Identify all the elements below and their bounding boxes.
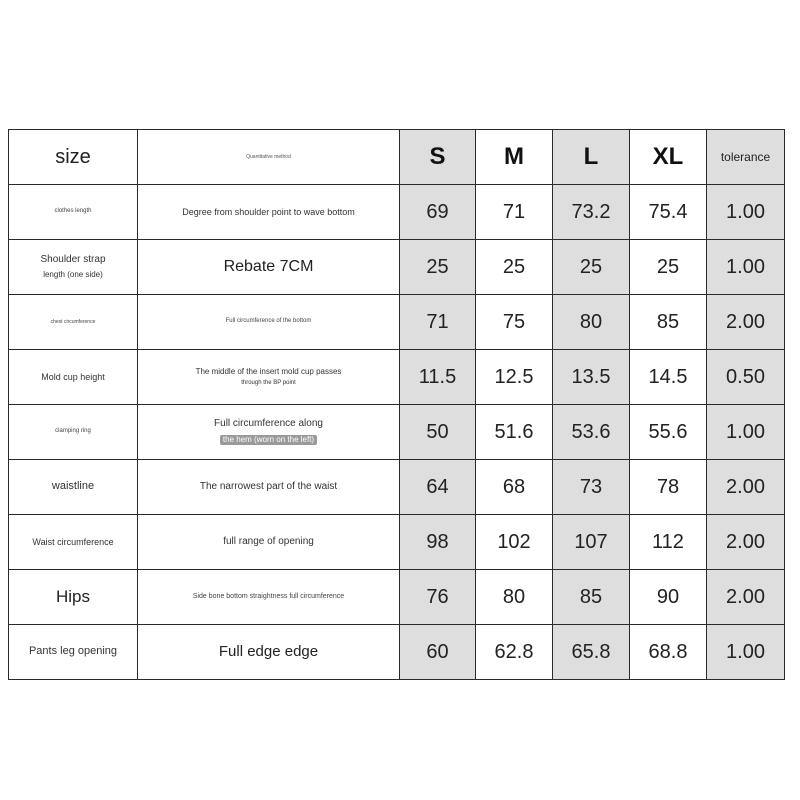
header-size-l: L [553, 130, 630, 185]
row-value-m: 68 [476, 460, 553, 515]
row-tolerance: 1.00 [707, 240, 785, 295]
row-value-l: 73.2 [553, 185, 630, 240]
row-value-m: 75 [476, 295, 553, 350]
row-value-xl: 90 [630, 570, 707, 625]
row-method-line1: The middle of the insert mold cup passes [195, 366, 342, 376]
row-label: clamping ring [9, 405, 138, 460]
row-value-s: 64 [400, 460, 476, 515]
row-value-s: 69 [400, 185, 476, 240]
row-tolerance: 1.00 [707, 185, 785, 240]
row-value-l: 80 [553, 295, 630, 350]
row-tolerance: 1.00 [707, 625, 785, 680]
row-tolerance: 2.00 [707, 570, 785, 625]
row-method [138, 405, 400, 460]
row-value-l: 25 [553, 240, 630, 295]
row-value-xl: 112 [630, 515, 707, 570]
row-method: Full circumference of the bottom [138, 295, 400, 350]
table-row [9, 240, 785, 295]
row-tolerance: 1.00 [707, 405, 785, 460]
row-label: waistline [9, 460, 138, 515]
row-method-line1: Full circumference along [214, 418, 323, 429]
table-row [9, 185, 785, 240]
row-value-xl: 78 [630, 460, 707, 515]
row-value-l: 65.8 [553, 625, 630, 680]
row-tolerance: 2.00 [707, 515, 785, 570]
row-value-xl: 14.5 [630, 350, 707, 405]
row-value-xl: 85 [630, 295, 707, 350]
row-value-s: 11.5 [400, 350, 476, 405]
row-tolerance: 2.00 [707, 295, 785, 350]
row-label: Hips [9, 570, 138, 625]
row-label-line1: Shoulder strap [40, 254, 106, 266]
header-size-m: M [476, 130, 553, 185]
table-row [9, 350, 785, 405]
row-label: Waist circumference [9, 515, 138, 570]
row-method: The narrowest part of the waist [138, 460, 400, 515]
row-value-s: 50 [400, 405, 476, 460]
row-label: chest circumference [9, 295, 138, 350]
table-row [9, 405, 785, 460]
row-method: full range of opening [138, 515, 400, 570]
row-method: Rebate 7CM [138, 240, 400, 295]
row-method [138, 350, 400, 405]
row-method-line2: the hem (worn on the left) [220, 435, 317, 445]
size-chart-table [8, 129, 785, 680]
row-value-l: 53.6 [553, 405, 630, 460]
row-value-l: 107 [553, 515, 630, 570]
row-value-m: 25 [476, 240, 553, 295]
row-value-m: 102 [476, 515, 553, 570]
header-tolerance-label: tolerance [707, 130, 785, 185]
row-value-s: 25 [400, 240, 476, 295]
row-tolerance: 0.50 [707, 350, 785, 405]
row-method-line2-wrap [141, 434, 396, 446]
row-label: Pants leg opening [9, 625, 138, 680]
row-method: Side bone bottom straightness full circumference [138, 570, 400, 625]
header-size-xl: XL [630, 130, 707, 185]
row-label-line2: length (one side) [43, 270, 103, 280]
row-value-l: 73 [553, 460, 630, 515]
row-label: Mold cup height [9, 350, 138, 405]
row-value-xl: 25 [630, 240, 707, 295]
row-value-xl: 75.4 [630, 185, 707, 240]
row-method-line2: through the BP point [241, 380, 296, 387]
table-row [9, 515, 785, 570]
row-value-m: 51.6 [476, 405, 553, 460]
header-size-label: size [9, 130, 138, 185]
row-label [9, 240, 138, 295]
row-value-s: 98 [400, 515, 476, 570]
table-row [9, 295, 785, 350]
row-value-l: 13.5 [553, 350, 630, 405]
row-value-m: 80 [476, 570, 553, 625]
row-value-l: 85 [553, 570, 630, 625]
header-size-s: S [400, 130, 476, 185]
row-label: clothes length [9, 185, 138, 240]
row-method: Degree from shoulder point to wave bottom [138, 185, 400, 240]
row-tolerance: 2.00 [707, 460, 785, 515]
table-row [9, 570, 785, 625]
row-value-xl: 55.6 [630, 405, 707, 460]
row-value-m: 71 [476, 185, 553, 240]
row-value-m: 62.8 [476, 625, 553, 680]
table-row [9, 625, 785, 680]
row-value-m: 12.5 [476, 350, 553, 405]
row-value-xl: 68.8 [630, 625, 707, 680]
row-value-s: 71 [400, 295, 476, 350]
row-value-s: 60 [400, 625, 476, 680]
header-row [9, 130, 785, 185]
header-method-label: Quantitative method [138, 130, 400, 185]
row-method: Full edge edge [138, 625, 400, 680]
table-row [9, 460, 785, 515]
row-value-s: 76 [400, 570, 476, 625]
